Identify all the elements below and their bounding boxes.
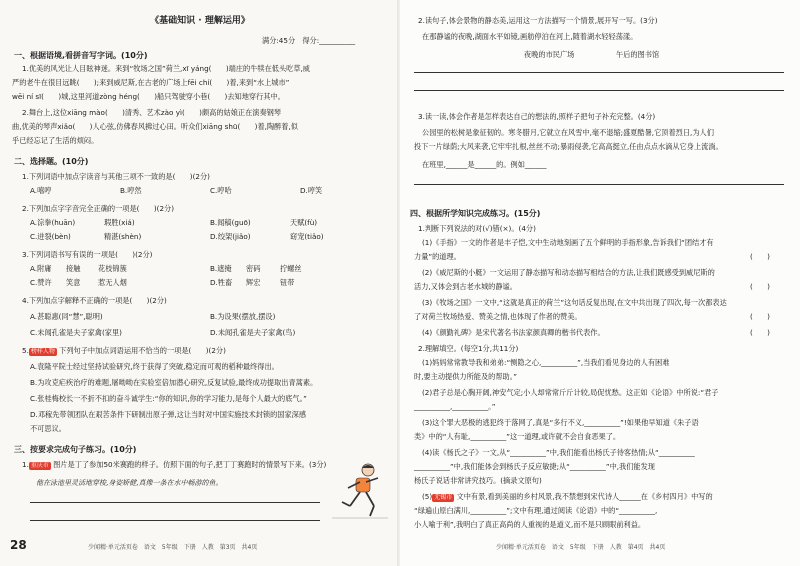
option[interactable]: C.赞许: [30, 278, 52, 287]
option[interactable]: D.牲畜: [210, 278, 233, 287]
answer-mark[interactable]: ( ): [750, 312, 770, 321]
fill-sentence[interactable]: 在班里,______是______的。例如______: [422, 160, 547, 169]
s1-line: 1.优美的风光让人目眩神迷。来到“牧场之国”荷兰,xī yáng( )端庄的牛犊在低头吃草,威: [22, 64, 310, 73]
question-5-text: 下列句子中加点词语运用不恰当的一项是( )(2分): [59, 346, 226, 355]
option[interactable]: A.袁隆平院士经过坚持试验研究,终于获得了突破,稳定而可观的稻种最终得出。: [30, 362, 279, 371]
option[interactable]: B.为设果(摆放,摆设): [210, 312, 276, 321]
fill-item[interactable]: (4)读《杨氏之子》一文,从“__________”中,我们能看出杨氏子待客热情;从“__________: [422, 448, 695, 457]
judge-item: (4)《颜勤礼碑》是宋代著名书法家颜真卿的楷书代表作。: [422, 328, 605, 337]
tag-badge: 无锡市: [434, 494, 453, 501]
fill-item-5[interactable]: (5) 无锡市 文中有景,看到美丽的乡村风景,我不禁想到宋代诗人______在《乡村四月》中写的: [422, 492, 713, 501]
score-line: 满分:45分 得分:__________: [262, 36, 356, 45]
fill-title: 2.理解填空。(每空1分,共11分): [418, 344, 519, 353]
question-1: 1.下列词语中加点字读音与其他三项不一致的是( )(2分): [22, 172, 210, 181]
option[interactable]: 精湛(shèn): [104, 232, 142, 241]
option: 接触: [66, 264, 81, 273]
option[interactable]: 窈宠(tiǎo): [290, 232, 324, 241]
option: 惹无人烟: [98, 278, 127, 287]
fill-item: (2)君子总是心胸开阔,神安气定;小人却常常斤斤计较,局促忧愁。这正如《论语》中所说:“君子: [422, 388, 719, 397]
fill-item: 杨氏子说话非常讲究技巧。(摘录文原句): [414, 476, 542, 485]
example-text: 投下一片绿荫;大风来袭,它牢牢扎根,丝丝不动;暴雨侵袭,它高高挺立,任由点点水滴从它身上流淌。: [414, 142, 723, 151]
option[interactable]: A.淙拳(huān): [30, 218, 76, 227]
option[interactable]: A.甚聪惠(同“慧”,聪明): [30, 312, 103, 321]
answer-line[interactable]: [30, 502, 320, 503]
option-continued: 不可思议。: [30, 424, 66, 433]
fill-item: 小人喻于利”,我明白了真正高尚的人重视的是道义,而不是只顾眼前利益。: [414, 520, 646, 529]
option[interactable]: C.哼哈: [210, 186, 232, 195]
fill-item[interactable]: (1)妈妈常常教导我和弟弟:“恻隐之心,__________”,当我们看见身边的人有困难: [422, 358, 670, 367]
option: 笑意: [66, 278, 81, 287]
judge-item: (1)《手指》一文的作者是丰子恺,文中生动地刻画了五个鲜明的手指形象,告诉我们“团结才有: [422, 238, 714, 247]
fill-item[interactable]: “绿遍山原白满川,__________”;文中有理,通过阅读《论语》中的“__________,: [414, 506, 658, 515]
s1-line: 严的老牛在很目远眺( );来到威尼斯,在古老的广场上fēi chí( )着,来到“水上城市”: [12, 78, 290, 87]
option: 辉宏: [246, 278, 261, 287]
section-4-title: 四、根据所学知识完成练习。(15分): [410, 209, 541, 218]
section-2-title: 二、选择题。(10分): [14, 157, 89, 166]
s1-line: 乎已经忘记了生活的烦闷。: [12, 136, 99, 145]
example-sentence: 在那静谧的夜晚,湖面水平如镜,画舫停泊在河上,随着湖水轻轻荡漾。: [422, 32, 638, 41]
judge-item: 活力,又体会到古老水城的静谧。: [414, 282, 517, 291]
answer-line[interactable]: [414, 184, 784, 185]
option[interactable]: B.为攻克疟疾治疗的难题,屠呦呦在实验室倍加潜心研究,反复试验,最终成功提取出青蒿素。: [30, 378, 318, 387]
question-r3: 3.读一读,体会作者是怎样表达自己的想法的,照样子把句子补充完整。(4分): [418, 112, 656, 121]
option[interactable]: D.未闻孔雀是夫子家禽(鸟): [210, 328, 296, 337]
option[interactable]: C.迸裂(bèn): [30, 232, 71, 241]
topic-option[interactable]: 夜晚的市民广场: [524, 50, 575, 59]
answer-mark[interactable]: ( ): [750, 252, 770, 261]
option[interactable]: C.未闻孔雀是夫子家禽(家里): [30, 328, 122, 337]
fill-item[interactable]: __________”中,我们能体会到杨氏子反应敏捷;从“__________”中,我们能发现: [414, 462, 655, 471]
question-3: 3.下列词语书写有误的一项是( )(2分): [22, 250, 153, 259]
option[interactable]: 天赋(fù): [290, 218, 318, 227]
topic-option[interactable]: 午后的图书馆: [616, 50, 660, 59]
fill-item: 时,要主动提供力所能及的帮助。”: [414, 372, 518, 381]
answer-line[interactable]: [30, 520, 320, 521]
option: 密码: [246, 264, 261, 273]
fill-item[interactable]: 类》中的“人有耻,__________”这一道理,或许就不会自食恶果了。: [414, 432, 621, 441]
page-number: 28: [10, 538, 27, 552]
example-sentence: 他在泳池里灵活地穿梭,身姿矫健,真像一条在水中畅游的鱼。: [36, 479, 223, 487]
option[interactable]: A.附庸: [30, 264, 52, 273]
option: 钮带: [280, 278, 295, 287]
option[interactable]: D.哼笑: [300, 186, 323, 195]
tag-badge: 榜样人物: [30, 348, 55, 355]
judge-item: (3)《牧场之国》一文中,“这就是真正的荷兰”这句话反复出现,在文中共出现了四次,每一次都表达: [422, 298, 727, 307]
answer-line[interactable]: [414, 90, 784, 91]
fill-item[interactable]: (3)这个罪大恶极的逃犯终于落网了,真是“多行不义,__________”!如果他早知道《朱子语: [422, 418, 699, 427]
option[interactable]: B.遮掩: [210, 264, 232, 273]
question-r2: 2.读句子,体会景物的静态美,运用这一方法描写一个情景,展开写一写。(3分): [418, 16, 658, 25]
question-5: 5. 榜样人物 下列句子中加点词语运用不恰当的一项是( )(2分): [22, 346, 226, 355]
fill-item[interactable]: __________,__________。”: [414, 402, 496, 411]
option: 拧螺丝: [280, 264, 302, 273]
section-3-title: 三、按要求完成句子练习。(10分): [14, 445, 137, 454]
option: 花枝锦簇: [98, 264, 127, 273]
answer-mark[interactable]: ( ): [750, 328, 770, 337]
section-1-title: 一、根据语境,看拼音写字词。(10分): [14, 51, 148, 60]
judge-item: (2)《威尼斯的小艇》一文运用了静态描写和动态描写相结合的方法,让我们既感受到威尼斯的: [422, 268, 715, 277]
s1-line: 曲,优美的琴声xiǎo( )人心弦,仿佛春风拂过心田。听众们xiāng shū( )着,陶醉着,似: [12, 122, 298, 131]
option[interactable]: D.绞架(jiǎo): [210, 232, 251, 241]
section-title: 《基础知识 · 理解运用》: [150, 16, 250, 26]
option[interactable]: D.邓稼先带领团队在艰苦条件下研制出原子弹,这让当时对中国实施技术封锁的国家深感: [30, 410, 307, 419]
option[interactable]: A.嘻哼: [30, 186, 52, 195]
judge-item: 了对荷兰牧场热爱、赞美之情,也体现了作者的赞美。: [414, 312, 582, 321]
right-page: [400, 0, 800, 566]
example-text: 公园里的松树是象征韧的。寒冬腊月,它就立在风雪中,毫不退缩;盛夏酷暑,它顶着烈日,为人们: [422, 128, 714, 137]
judge-title: 1.判断下列说法的对(√)错(×)。(4分): [418, 224, 536, 233]
answer-mark[interactable]: ( ): [750, 282, 770, 291]
section-3-question: 1. 重庆市 图片是丁了参加50米赛跑的样子。仿照下面的句子,把丁丁赛跑时的情景写下来。(3分): [22, 460, 327, 469]
question-4: 4.下列加点字解释不正确的一项是( )(2分): [22, 296, 167, 305]
page-footer: 少闻精·单元活页卷 语文 5年级 下册 人教 第4页 共4页: [496, 544, 666, 551]
fill-item-5-text: 文中有景,看到美丽的乡村风景,我不禁想到宋代诗人______在《乡村四月》中写的: [456, 492, 713, 501]
tag-badge: 重庆市: [30, 462, 49, 469]
option[interactable]: 瑕胜(xiá): [104, 218, 135, 227]
answer-line[interactable]: [414, 72, 784, 73]
judge-item: 力量”的道理。: [414, 252, 461, 261]
s1-line: 2.舞台上,这位xiāng mào( )清秀、艺术zào yì( )颇高的姑娘正在演奏钢琴: [22, 108, 282, 117]
s1-line: wēi ní sī( )城,这里河道zòng héng( )船只驾驶穿小巷( )去知地穿行其中。: [12, 92, 285, 101]
question-2: 2.下列加点字字音完全正确的一项是( )(2分): [22, 204, 175, 213]
s3-question-text: 图片是丁了参加50米赛跑的样子。仿照下面的句子,把丁丁赛跑时的情景写下来。(3分): [53, 460, 327, 469]
page-footer: 少闻精·单元活页卷 语文 5年级 下册 人教 第3页 共4页: [88, 544, 258, 551]
option[interactable]: B.闻稿(guō): [210, 218, 251, 227]
option[interactable]: B.哼然: [120, 186, 142, 195]
runner-illustration: [330, 462, 390, 522]
option[interactable]: C.张桂梅校长一不折不扣的奋斗诚学生:“你的知识,你的学习能力,是每个人最大的底气。”: [30, 394, 307, 403]
